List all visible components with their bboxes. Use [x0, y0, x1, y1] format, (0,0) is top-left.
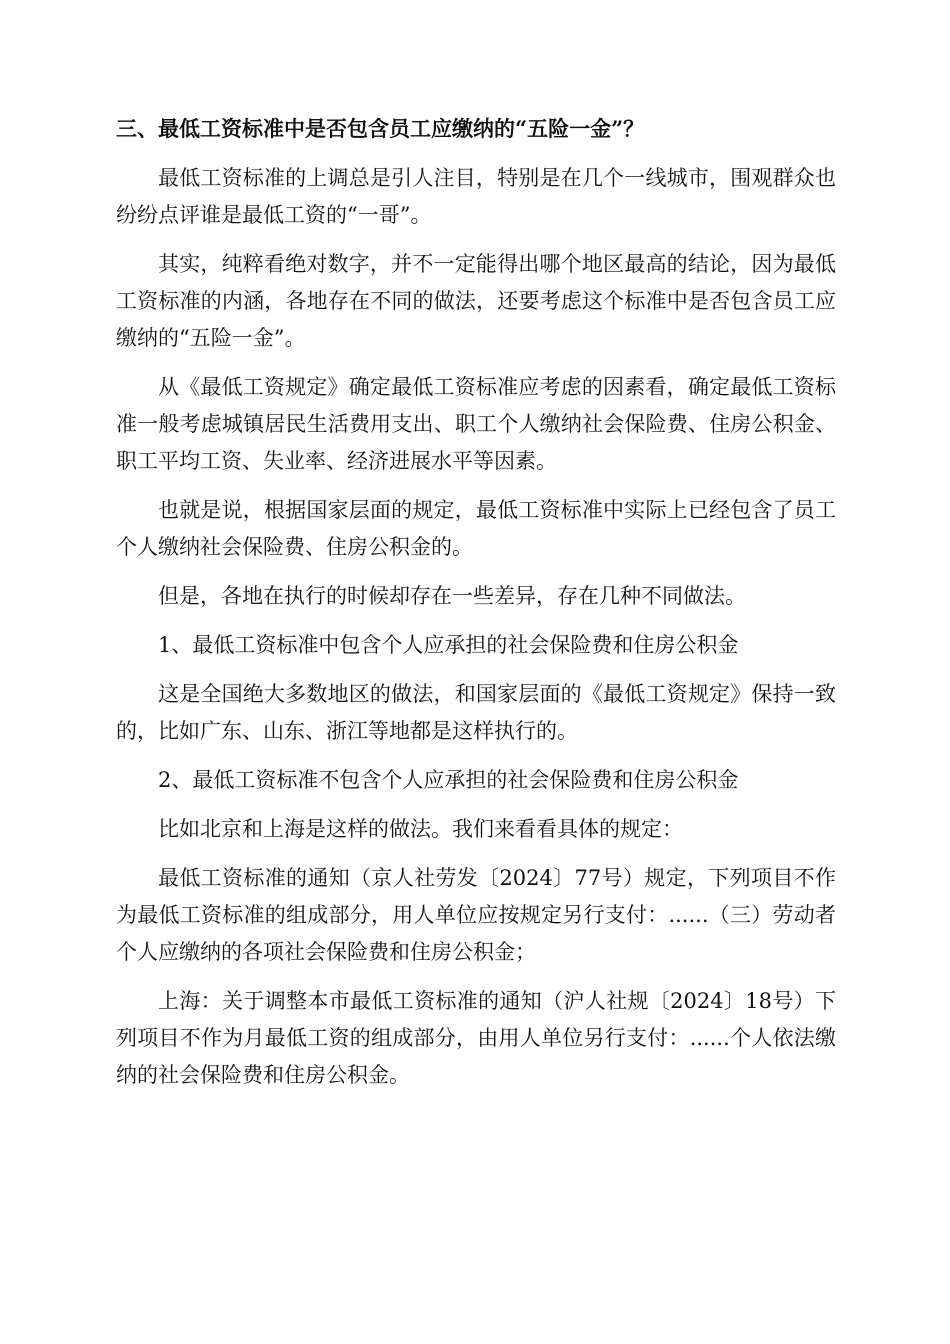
paragraph-shanghai-rule: 上海：关于调整本市最低工资标准的通知（沪人社规〔2024〕18号）下列项目不作为月最低工资的组成部分，由用人单位另行支付：......个人依法缴纳的社会保险费和住房公积金。	[116, 989, 836, 1087]
paragraph-local-differences: 但是，各地在执行的时候却存在一些差异，存在几种不同做法。	[158, 584, 746, 608]
paragraph-approach-1-title: 1、最低工资标准中包含个人应承担的社会保险费和住房公积金	[158, 633, 739, 657]
section-heading: 三、最低工资标准中是否包含员工应缴纳的“五险一金”？	[116, 116, 645, 141]
paragraph-approach-2-intro: 比如北京和上海是这样的做法。我们来看看具体的规定：	[158, 817, 683, 841]
paragraph-intro: 最低工资标准的上调总是引人注目，特别是在几个一线城市，围观群众也纷纷点评谁是最低工资的“一哥”。	[116, 166, 836, 227]
paragraph-beijing-rule: 最低工资标准的通知（京人社劳发〔2024〕77号）规定，下列项目不作为最低工资标准的组成部分，用人单位应按规定另行支付：......（三）劳动者个人应缴纳的各项社会保险费和住房公积金；	[116, 866, 836, 964]
paragraph-regulation-factors: 从《最低工资规定》确定最低工资标准应考虑的因素看，确定最低工资标准一般考虑城镇居民生活费用支出、职工个人缴纳社会保险费、住房公积金、职工平均工资、失业率、经济进展水平等因素。	[116, 375, 836, 473]
paragraph-approach-2-title: 2、最低工资标准不包含个人应承担的社会保险费和住房公积金	[158, 768, 739, 792]
paragraph-approach-1-detail: 这是全国绝大多数地区的做法，和国家层面的《最低工资规定》保持一致的，比如广东、山东、浙江等地都是这样执行的。	[116, 682, 836, 743]
paragraph-national-level: 也就是说，根据国家层面的规定，最低工资标准中实际上已经包含了员工个人缴纳社会保险费、住房公积金的。	[116, 498, 836, 559]
document-body	[116, 110, 836, 1106]
paragraph-explanation: 其实，纯粹看绝对数字，并不一定能得出哪个地区最高的结论，因为最低工资标准的内涵，各地存在不同的做法，还要考虑这个标准中是否包含员工应缴纳的“五险一金”。	[116, 252, 836, 350]
